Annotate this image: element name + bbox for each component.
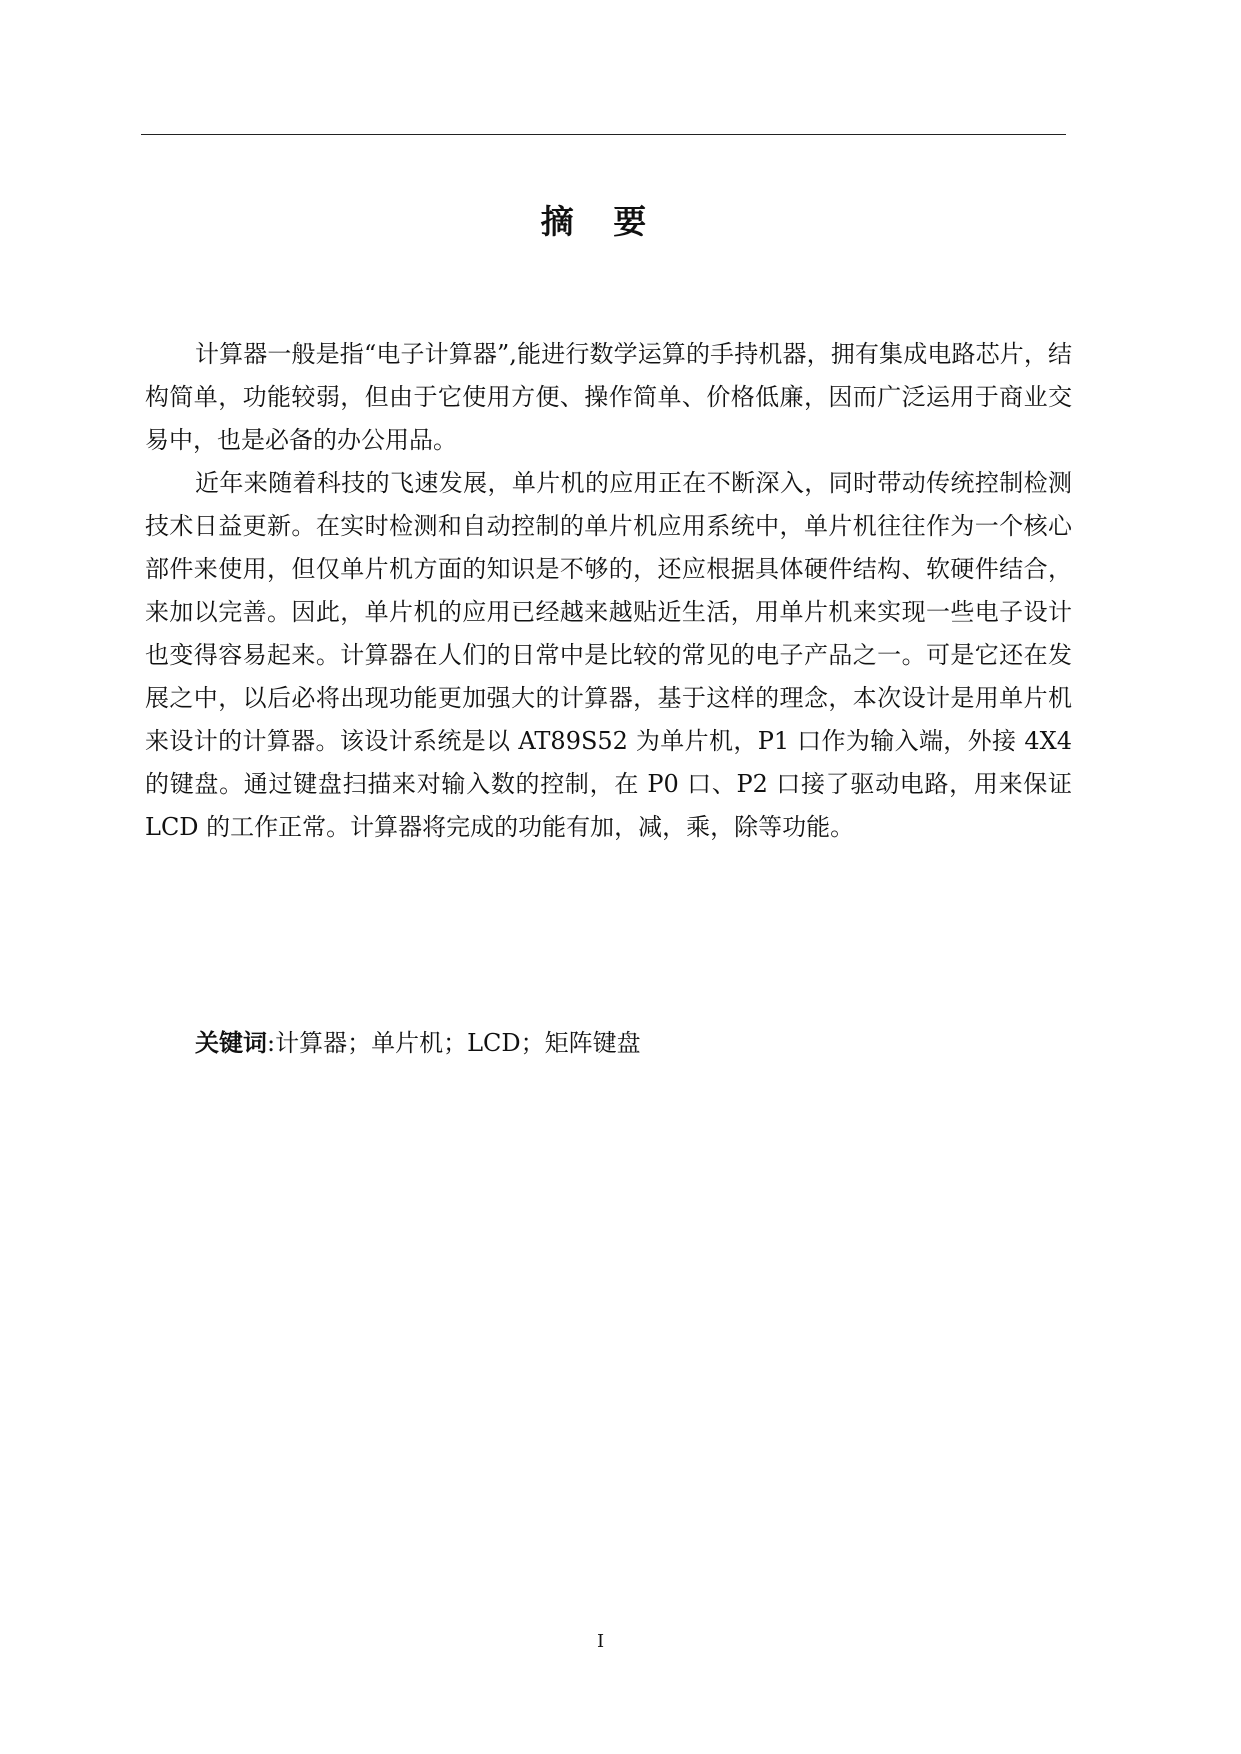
- abstract-body: [145, 333, 1072, 849]
- keywords-separator: :: [267, 1029, 276, 1057]
- page-number: I: [596, 1631, 605, 1652]
- keywords-text: 计算器；单片机；LCD；矩阵键盘: [275, 1029, 641, 1057]
- header-rule: [141, 134, 1066, 135]
- page-title: 摘 要: [540, 202, 661, 241]
- abstract-paragraph-1: 计算器一般是指“电子计算器”,能进行数学运算的手持机器，拥有集成电路芯片，结构简单，功能较弱，但由于它使用方便、操作简单、价格低廉，因而广泛运用于商业交易中，也是必备的办公用品。: [145, 340, 1072, 454]
- keywords-line: [195, 1022, 641, 1065]
- abstract-paragraph-2: 近年来随着科技的飞速发展，单片机的应用正在不断深入，同时带动传统控制检测技术日益更新。在实时检测和自动控制的单片机应用系统中，单片机往往作为一个核心部件来使用，但仅单片机方面的知识是不够的，还应根据具体硬件结构、软硬件结合，来加以完善。因此，单片机的应用已经越来越贴近生活，用单片机来实现一些电子设计也变得容易起来。计算器在人们的日常中是比较的常见的电子产品之一。可是它还在发展之中，以后必将出现功能更加强大的计算器，基于这样的理念，本次设计是用单片机来设计的计算器。该设计系统是以 AT89S52 为单片机，P1 口作为输入端，外接 4X4 的键盘。通过键盘扫描来对输入数的控制，在 P0 口、P2 口接了驱动电路，用来保证 LCD 的工作正常。计算器将完成的功能有加，减，乘，除等功能。: [145, 469, 1072, 841]
- keywords-label: 关键词: [195, 1029, 267, 1057]
